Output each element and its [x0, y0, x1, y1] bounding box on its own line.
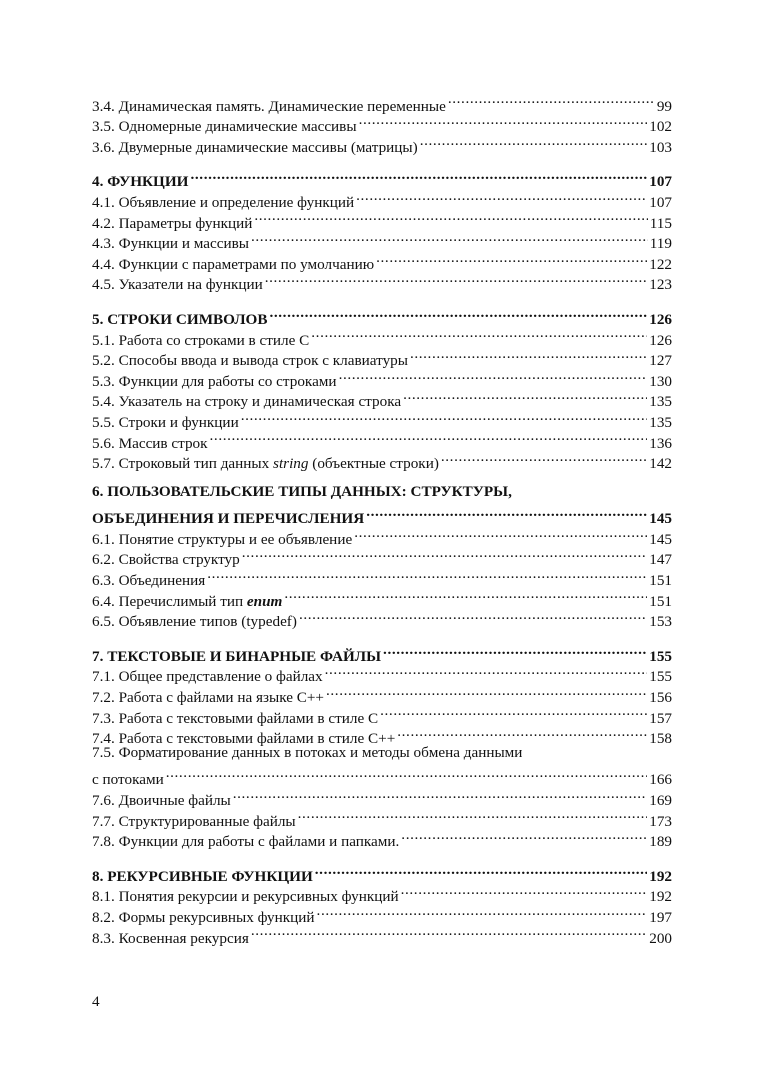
toc-entry-4-4: 4.4. Функции с параметрами по умолчанию ..... 122 — [92, 248, 672, 269]
toc-entry-7-4: 7.4. Работа с текстовыми файлами в стиле С++ ..... 158 — [92, 723, 672, 744]
toc-entry-5-1: 5.1. Работа со строками в стиле С ..... 126 — [92, 324, 672, 345]
toc-entry-7-1: 7.1. Общее представление о файлах ..... 155 — [92, 661, 672, 682]
toc-entry-5-2: 5.2. Способы ввода и вывода строк с клавиатуры ..... 127 — [92, 345, 672, 366]
toc-chapter-7: 7. ТЕКСТОВЫЕ И БИНАРНЫЕ ФАЙЛЫ ..... 155 — [92, 640, 672, 661]
toc-entry-6-5: 6.5. Объявление типов (typedef) ..... 153 — [92, 606, 672, 627]
toc-entry-4-1: 4.1. Объявление и определение функций ..... 107 — [92, 186, 672, 207]
toc-entry-6-2: 6.2. Свойства структур ..... 147 — [92, 544, 672, 565]
toc-entry-4-5: 4.5. Указатели на функции ..... 123 — [92, 269, 672, 290]
toc-chapter-6-line1: 6. ПОЛЬЗОВАТЕЛЬСКИЕ ТИПЫ ДАННЫХ: СТРУКТУРЫ, — [92, 483, 512, 501]
toc-entry-6-3: 6.3. Объединения ..... 151 — [92, 564, 672, 585]
toc-chapter-4: 4. ФУНКЦИИ ..... 107 — [92, 166, 672, 187]
toc-entry-3-4: 3.4. Динамическая память. Динамические переменные ..... 99 — [92, 90, 672, 111]
toc-entry-4-2: 4.2. Параметры функций ..... 115 — [92, 207, 672, 228]
toc-entry-8-2: 8.2. Формы рекурсивных функций ..... 197 — [92, 901, 672, 922]
toc-entry-8-3: 8.3. Косвенная рекурсия ..... 200 — [92, 922, 672, 943]
toc-entry-5-3: 5.3. Функции для работы со строками ..... 130 — [92, 365, 672, 386]
toc-entry-7-3: 7.3. Работа с текстовыми файлами в стиле С ..... 157 — [92, 702, 672, 723]
toc-entry-7-8: 7.8. Функции для работы с файлами и папками. ..... 189 — [92, 826, 672, 847]
page-number: 4 — [92, 993, 100, 1010]
toc-entry-7-5-line1: 7.5. Форматирование данных в потоках и методы обмена данными — [92, 744, 523, 762]
toc-entry-3-5: 3.5. Одномерные динамические массивы ..... 102 — [92, 111, 672, 132]
toc-chapter-8: 8. РЕКУРСИВНЫЕ ФУНКЦИИ ..... 192 — [92, 860, 672, 881]
toc-entry-7-7: 7.7. Структурированные файлы ..... 173 — [92, 805, 672, 826]
toc-entry-5-7: 5.7. Строковый тип данных string (объектные строки) ..... 142 — [92, 448, 672, 469]
table-of-contents — [92, 90, 672, 947]
toc-entry-6-1: 6.1. Понятие структуры и ее объявление ..... 145 — [92, 523, 672, 544]
toc-entry-4-3: 4.3. Функции и массивы ..... 119 — [92, 228, 672, 249]
toc-entry-7-6: 7.6. Двоичные файлы ..... 169 — [92, 784, 672, 805]
toc-entry-6-4: 6.4. Перечислимый тип enum ..... 151 — [92, 585, 672, 606]
toc-entry-8-1: 8.1. Понятия рекурсии и рекурсивных функций ..... 192 — [92, 881, 672, 902]
toc-entry-5-6: 5.6. Массив строк ..... 136 — [92, 427, 672, 448]
toc-chapter-5: 5. СТРОКИ СИМВОЛОВ ..... 126 — [92, 303, 672, 324]
toc-entry-7-5: с потоками ..... 166 — [92, 764, 672, 785]
toc-entry-3-6: 3.6. Двумерные динамические массивы (матрицы) ..... 103 — [92, 131, 672, 152]
toc-entry-7-2: 7.2. Работа с файлами на языке С++ ..... 156 — [92, 681, 672, 702]
toc-entry-5-4: 5.4. Указатель на строку и динамическая строка ..... 135 — [92, 386, 672, 407]
toc-chapter-6: ОБЪЕДИНЕНИЯ И ПЕРЕЧИСЛЕНИЯ ..... 145 — [92, 503, 672, 524]
toc-entry-5-5: 5.5. Строки и функции ..... 135 — [92, 406, 672, 427]
